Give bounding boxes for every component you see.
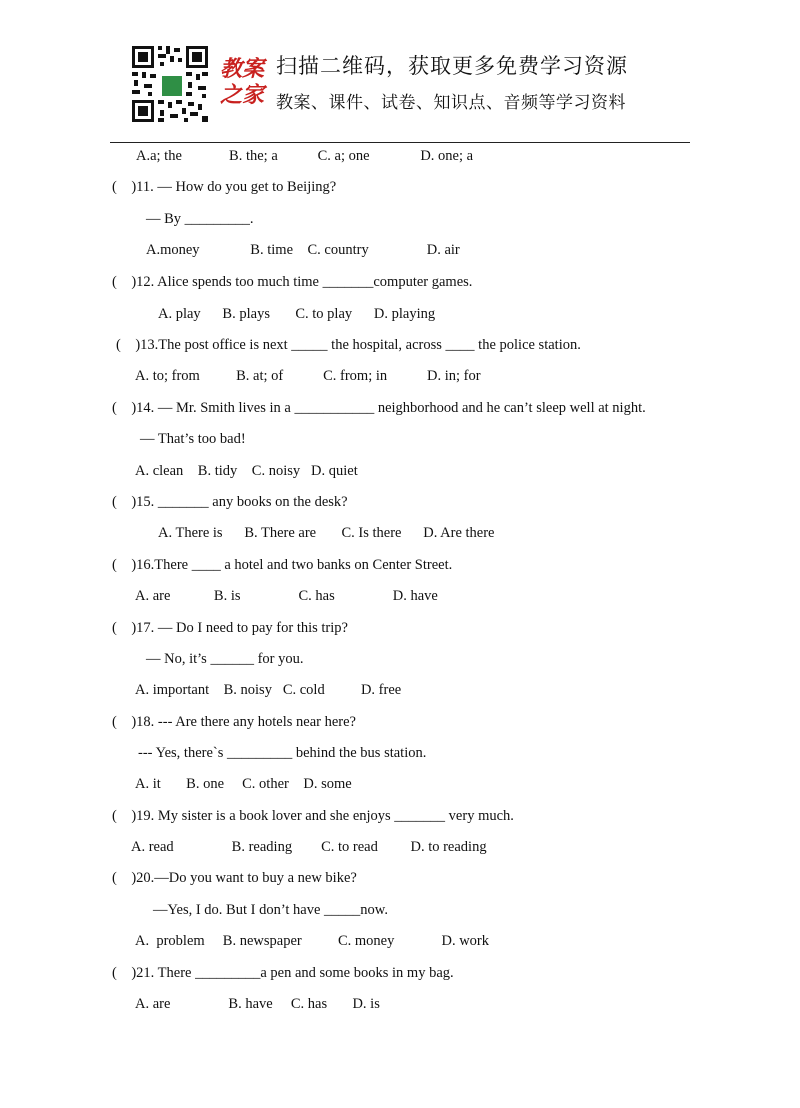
text-line: — By _________. [146, 211, 254, 227]
text-line: ( )20.—Do you want to buy a new bike? [112, 870, 357, 886]
text-line: A. read B. reading C. to read D. to reading [131, 839, 487, 855]
text-line: ( )19. My sister is a book lover and she enjoys _______ very much. [112, 808, 514, 824]
text-line: ( )16.There ____ a hotel and two banks on Center Street. [112, 557, 453, 573]
text-line: — That’s too bad! [140, 431, 246, 447]
text-line: A. problem B. newspaper C. money D. work [135, 933, 489, 949]
text-line: — No, it’s ______ for you. [146, 651, 304, 667]
text-line: ( )12. Alice spends too much time _______computer games. [112, 274, 473, 290]
text-line: —Yes, I do. But I don’t have _____now. [153, 902, 388, 918]
text-line: A. important B. noisy C. cold D. free [135, 682, 402, 698]
text-line: A. There is B. There are C. Is there D. Are there [158, 525, 495, 541]
text-line: ( )21. There _________a pen and some books in my bag. [112, 965, 454, 981]
text-line: A. are B. have C. has D. is [135, 996, 380, 1012]
slogan-line-2: 教案、课件、试卷、知识点、音频等学习资料 [276, 93, 626, 113]
logo [216, 56, 268, 108]
header-divider [110, 142, 690, 143]
text-line: A. are B. is C. has D. have [135, 588, 438, 604]
text-line: A. clean B. tidy C. noisy D. quiet [135, 463, 358, 479]
qr-code-icon [130, 44, 210, 124]
text-line: A. play B. plays C. to play D. playing [158, 306, 436, 322]
text-line: ( )17. — Do I need to pay for this trip? [112, 620, 348, 636]
text-line: --- Yes, there`s _________ behind the bus station. [138, 745, 427, 761]
text-line: A. to; from B. at; of C. from; in D. in; for [135, 368, 481, 384]
text-line: ( )14. — Mr. Smith lives in a ___________ neighborhood and he can’t sleep well at night. [112, 400, 646, 416]
logo-line-2: 之家 [219, 82, 264, 108]
text-line: ( )13.The post office is next _____ the hospital, across ____ the police station. [116, 337, 581, 353]
qr-center-logo [160, 74, 184, 98]
text-line: A.money B. time C. country D. air [146, 242, 460, 258]
logo-line-1: 教案 [219, 56, 264, 82]
slogan-line-1: 扫描二维码，获取更多免费学习资源 [276, 54, 628, 78]
text-line: A.a; the B. the; a C. a; one D. one; a [136, 148, 474, 164]
text-line: A. it B. one C. other D. some [135, 776, 352, 792]
page-header [110, 40, 690, 140]
text-line: ( )11. — How do you get to Beijing? [112, 179, 337, 195]
text-line: ( )18. --- Are there any hotels near here? [112, 714, 356, 730]
text-line: ( )15. _______ any books on the desk? [112, 494, 348, 510]
